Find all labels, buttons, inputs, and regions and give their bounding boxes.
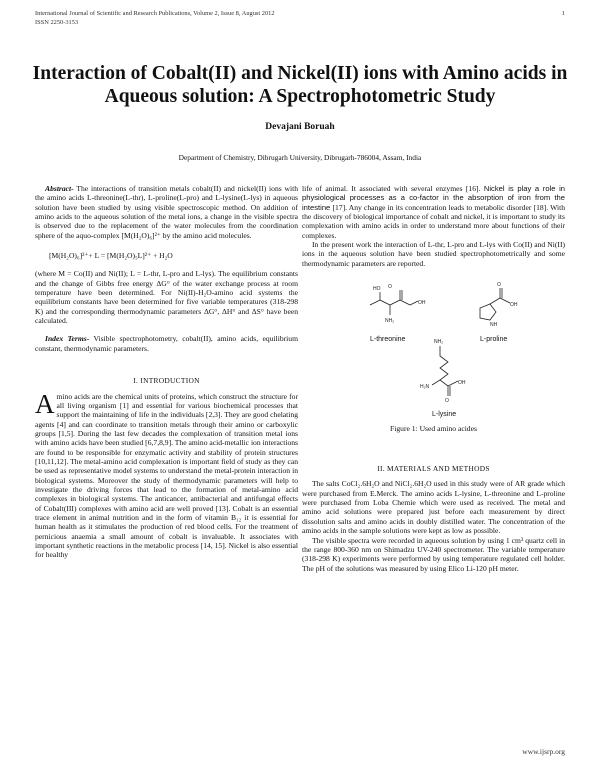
lysine-nh2: NH₂ xyxy=(434,339,444,346)
journal-url[interactable]: www.ijsrp.org xyxy=(522,747,565,756)
abstract-paragraph xyxy=(35,184,298,240)
threonine-o: O xyxy=(388,284,392,291)
figure-1 xyxy=(302,278,565,456)
running-header xyxy=(35,10,565,27)
threonine-ho: HO xyxy=(373,286,381,293)
intro-cont-b: Nickel is play a role in physiological processes as a co-factor in the absorption of iron from the intestine xyxy=(302,184,566,212)
lysine-label: L-lysine xyxy=(432,411,457,419)
abstract-text-continued: (where M = Co(II) and Ni(II); L = L-thr, L-pro and L-lys). The equilibrium constants and the change of Gibbs free energy ΔG° of the water exchange process at room temperature have been determined. For Ni(II)-H₂O-amino acid systems the equilibrium constants have been determined for five variable temperatures (318-298 K) and the corresponding thermodynamic parameters ΔG°, ΔH° and ΔS° have been calculated. xyxy=(35,269,298,326)
proline-o: O xyxy=(497,282,501,289)
intro-cont-c: [17]. Any change in its concentration leads to metabolic disorder [18]. With the discovery of biological importance of cobalt and nickel, it is important to study its complexation with amino acids in order to understand more about functions of their complexes. xyxy=(302,202,565,240)
intro-continued xyxy=(302,184,565,240)
page-number: 1 xyxy=(561,10,565,17)
present-work-paragraph: In the present work the interaction of L-thr, L-pro and L-lys with Co(II) and Ni(II) ions in the aqueous solution have been studied spectrophotometrically and some thermodynamic parameters are reported. xyxy=(302,240,565,268)
intro-paragraph xyxy=(35,388,298,560)
issn-line: ISSN 2250-3153 xyxy=(35,18,79,26)
affiliation: Department of Chemistry, Dibrugarh University, Dibrugarh-786004, Assam, India xyxy=(178,153,422,162)
lysine-h2n: H₂N xyxy=(420,384,430,391)
right-column xyxy=(302,184,565,573)
abstract-label: Abstract- xyxy=(45,184,74,193)
journal-line: International Journal of Scientific and Research Publications, Volume 2, Issue 8, August 2012 xyxy=(35,10,275,17)
equilibrium-equation: [M(H₂O)₆]²⁺+ L = [M(H₂O)₅L]²⁺ + H₂O xyxy=(49,251,173,261)
threonine-oh: OH xyxy=(418,300,426,307)
intro-cont-a: life of animal. It associated with several enzymes [16]. xyxy=(302,184,484,193)
methods-paragraph-2: The visible spectra were recorded in aqueous solution by using 1 cm³ quartz cell in the range 800-360 nm on Shimadzu UV-240 spectrometer. The variable temperature (318-298 K) experiments were performed by using temperature regulated cell holder. The pH of the solutions was measured by using Elico Li-120 pH meter. xyxy=(302,535,565,573)
intro-text: mino acids are the chemical units of proteins, which construct the structure for all living organism [1] and essential for various biochemical processes that support the maintaining of life in the individuals [2,3]. They are good chelating agents [4] and can coordinate to transition metals through their amino or carboxylic groups [1,5]. During the last few decades the complexation of transition metal ions with amino acids have been studied [6,7,8,9]. The amino acid-metallic ion interactions are found to be responsible for enzymatic activity and stability of protein structures [10,11,12]. The metal-amino acid complexation is important field of study as they can be used as representative model systems to understand the metal-protein interaction in biological systems. Moreover the study of thermodynamic parameters will help to investigate the driving forces that lead to the formation of metal-amino acid complexes in biological systems. The anticancer, antibacterial and antifungal effects of Cobalt(III) complexes with amino acid are well proved [13]. Cobalt is an essential trace element in animal nutrition and in the form of vitamin B₁₂ it is essential for human health as it stimulates the production of red blood cells. For the treatment of pernicious anaemia a small amount of cobalt is invaluable. It associates with important synthetic reactions in the metabolic process [14, 15]. Nickel is also essential for healthy xyxy=(35,391,298,560)
methods-paragraph-1: The salts CoCl₂.6H₂O and NiCl₂.6H₂O used in this study were of AR grade which were purchased from E.Merck. The amino acids L-lysine, L-threonine and L-proline were purchased from Loba Chemie which were used as received. The metal and amino acid solutions were prepared just before each measurement by direct dissolution salts and amino acids in doubly distilled water. The concentration of the amino acids in the sample solutions were kept as low as possible. xyxy=(302,479,565,536)
threonine-label: L-threonine xyxy=(370,336,406,344)
index-terms xyxy=(35,334,298,353)
intro-heading: I. INTRODUCTION xyxy=(133,376,200,386)
lysine-oh: OH xyxy=(458,380,466,387)
index-terms-text: Visible spectrophotometry, cobalt(II), amino acids, equilibrium constant, thermodynamic parameters. xyxy=(35,334,298,353)
abstract-text: The interactions of transition metals cobalt(II) and nickel(II) ions with the amino acids L-threonine(L-thr), L-proline(L-pro) and L-lysine(L-lys) in aqueous solution have been studied by using visible spectroscopic method. On addition of amino acids to the aqueous solution of the metal ions, a change in the visible spectra is observed due to the replacement of the water molecules from the coordination sphere of the aquo-complex [M(H₂O)₆]²⁺ by the amino acid molecules. xyxy=(35,184,298,240)
index-terms-label: Index Terms- xyxy=(45,334,90,344)
lysine-o: O xyxy=(445,398,449,405)
paper-title: Interaction of Cobalt(II) and Nickel(II) ions with Amino acids in Aqueous solution: A Spectrophotometric Study xyxy=(32,63,568,107)
figure-caption: Figure 1: Used amino acides xyxy=(390,424,477,434)
proline-label: L-proline xyxy=(480,336,508,344)
proline-nh: NH xyxy=(490,322,498,329)
author-name: Devajani Boruah xyxy=(265,122,335,132)
left-column xyxy=(35,184,298,560)
proline-oh: OH xyxy=(510,302,518,309)
dropcap: A xyxy=(35,388,55,419)
methods-heading: II. MATERIALS AND METHODS xyxy=(377,464,490,474)
threonine-nh2: NH₂ xyxy=(385,318,395,325)
